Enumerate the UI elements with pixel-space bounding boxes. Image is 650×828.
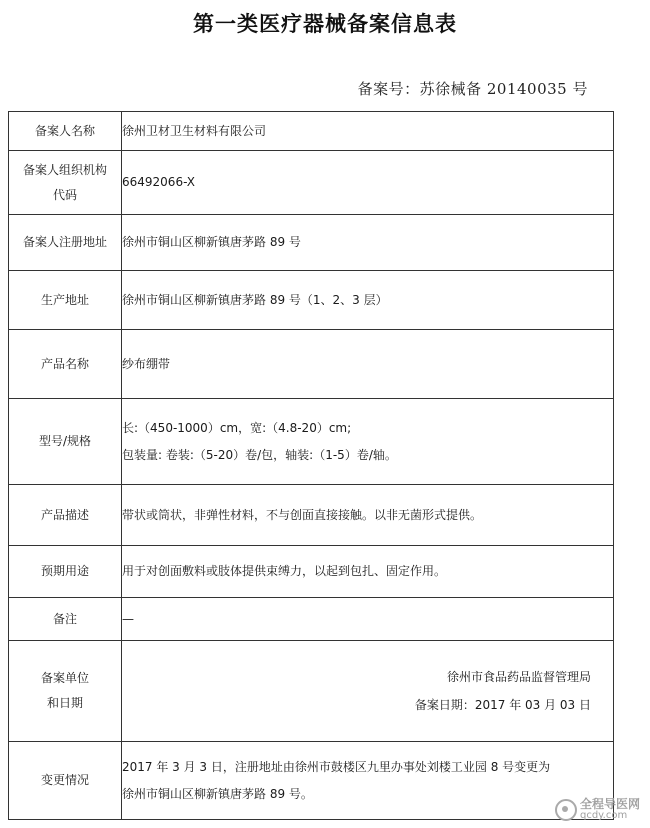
watermark	[555, 798, 640, 822]
watermark-name: 全程导医网	[579, 797, 640, 811]
change-history-line2: 徐州市铜山区柳新镇唐茅路 89 号。	[122, 786, 313, 801]
change-history-label: 变更情况	[9, 742, 122, 820]
table-row	[9, 546, 614, 598]
org-code-label	[9, 151, 122, 215]
intended-use-label: 预期用途	[9, 546, 122, 598]
table-row	[9, 112, 614, 151]
page-title: 第一类医疗器械备案信息表	[193, 12, 457, 36]
product-name-value: 纱布绷带	[122, 330, 614, 399]
product-description-label: 产品描述	[9, 485, 122, 546]
registered-address-value: 徐州市铜山区柳新镇唐茅路 89 号	[122, 215, 614, 271]
table-row	[9, 215, 614, 271]
intended-use-value: 用于对创面敷料或肢体提供束缚力，以起到包扎、固定作用。	[122, 546, 614, 598]
info-table	[8, 111, 614, 820]
watermark-logo-icon	[555, 799, 577, 821]
watermark-url: qcdy.com	[579, 810, 628, 821]
org-code-value: 66492066-X	[122, 151, 614, 215]
org-code-label-line2: 代码	[52, 187, 77, 202]
org-code-label-line1: 备案人组织机构	[22, 162, 107, 177]
table-row	[9, 742, 614, 820]
filing-unit-block	[122, 663, 613, 719]
table-row	[9, 598, 614, 641]
filing-unit-label-line1: 备案单位	[40, 671, 89, 685]
filing-unit-label-line2: 和日期	[46, 696, 83, 710]
model-spec-label: 型号/规格	[9, 399, 122, 485]
product-name-label: 产品名称	[9, 330, 122, 399]
remarks-value: —	[122, 598, 614, 641]
model-spec-line2: 包装量: 卷装:（5-20）卷/包，轴装:（1-5）卷/轴。	[122, 447, 397, 462]
filing-unit-name: 徐州市食品药品监督管理局	[446, 670, 591, 684]
filing-date: 备案日期：2017 年 03 月 03 日	[414, 698, 591, 712]
registered-address-label: 备案人注册地址	[9, 215, 122, 271]
change-history-value	[122, 742, 614, 820]
table-row	[9, 399, 614, 485]
table-row	[9, 641, 614, 742]
production-address-label: 生产地址	[9, 271, 122, 330]
change-history-line1: 2017 年 3 月 3 日，注册地址由徐州市鼓楼区九里办事处刘楼工业园 8 号变更为	[122, 759, 551, 774]
watermark-text	[580, 798, 640, 822]
product-description-value: 带状或筒状，非弹性材料，不与创面直接接触。以非无菌形式提供。	[122, 485, 614, 546]
filing-unit-label	[9, 641, 122, 742]
remarks-label: 备注	[9, 598, 122, 641]
record-number: 备案号：苏徐械备 20140035 号	[357, 80, 588, 98]
model-spec-line1: 长:（450-1000）cm，宽:（4.8-20）cm;	[122, 420, 352, 435]
table-row	[9, 151, 614, 215]
table-row	[9, 330, 614, 399]
filing-unit-value	[122, 641, 614, 742]
table-row	[9, 271, 614, 330]
filer-name-value: 徐州卫材卫生材料有限公司	[122, 112, 614, 151]
production-address-value: 徐州市铜山区柳新镇唐茅路 89 号（1、2、3 层）	[122, 271, 614, 330]
filer-name-label: 备案人名称	[9, 112, 122, 151]
table-row	[9, 485, 614, 546]
model-spec-value	[122, 399, 614, 485]
